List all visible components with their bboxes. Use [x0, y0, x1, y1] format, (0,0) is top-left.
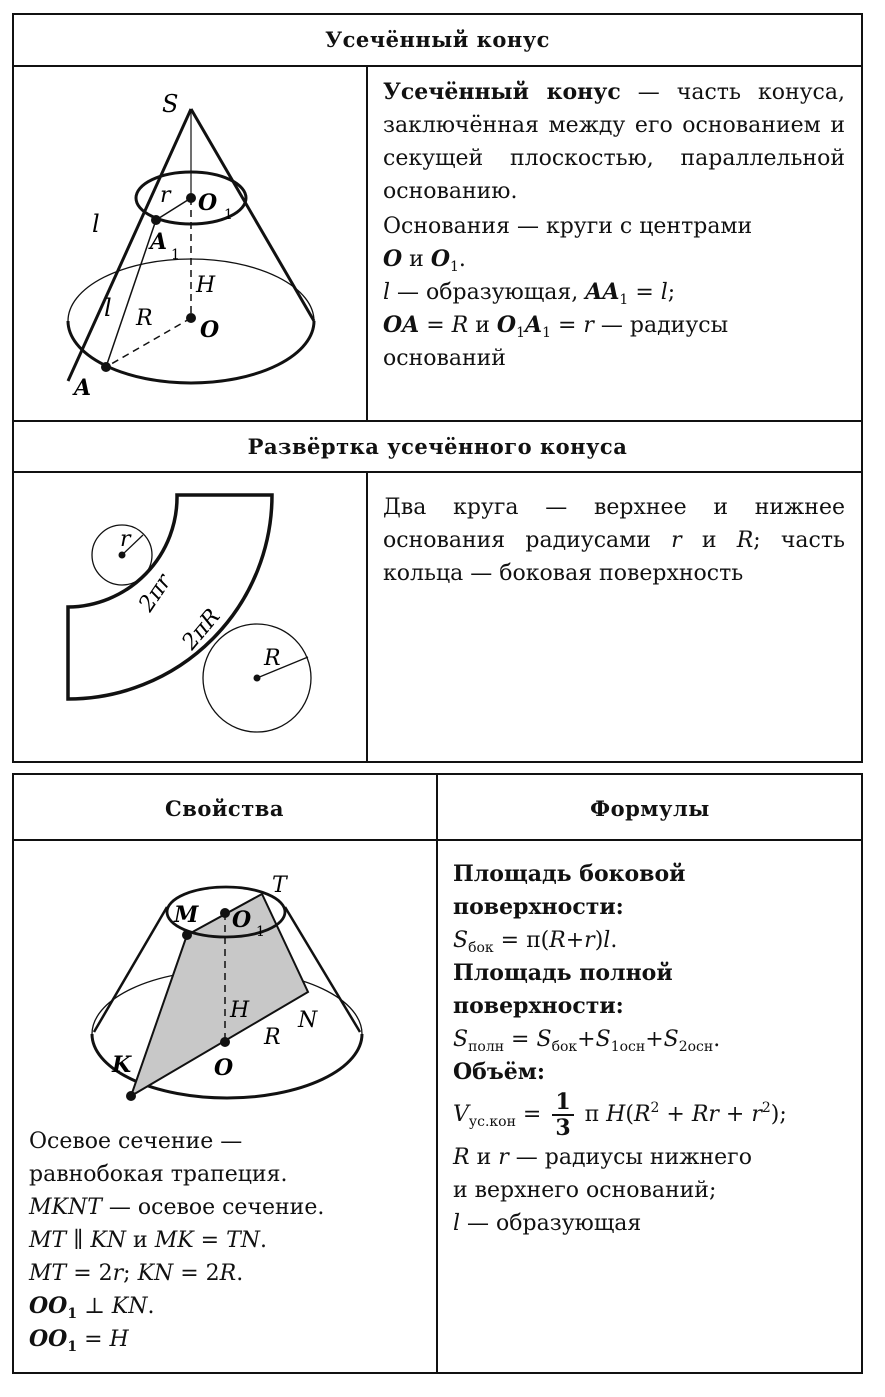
- svg-text:R: R: [264, 1025, 281, 1050]
- label-o1: O: [198, 190, 218, 216]
- svg-text:1: 1: [171, 247, 180, 263]
- svg-text:H: H: [230, 998, 250, 1023]
- term: Усечённый конус: [383, 79, 621, 105]
- development-title: Развёртка усечённого конуса: [247, 434, 628, 459]
- development-text: Два круга — верхнее и нижнее основания радиусами r и R; часть кольца — боковая поверхность: [383, 495, 845, 586]
- label-s: S: [162, 90, 179, 118]
- one-third-fraction: $\frac{1}{3}$: [552, 1090, 573, 1140]
- bottom-base-front: [68, 321, 314, 383]
- label-h: H: [196, 273, 216, 298]
- label-l-inner: l: [104, 294, 112, 322]
- lateral-surface: [68, 495, 272, 699]
- label-r-small: r: [160, 183, 171, 208]
- bases-line: Основания — круги с центрами O и $O_1$. l — образующая, $AA_1 = l$; OA = R и $O_1A_1 = r$ — радиусы оснований: [383, 214, 753, 371]
- formulas-text: Площадь боковой поверхности: $S_{бок} = \pi(R+r)l$. Площадь полной поверхности: $S_{полн} = S_{бок}+S_{1осн}+S_{2осн}$. Объём: $V_{ус.кон}$ = $\frac{1}{3}$ π $H(R^2 + Rr + r^2)$; R и r — радиусы нижнего и верхнего оснований; l — образующая: [453, 861, 787, 1236]
- svg-text:1: 1: [224, 207, 233, 223]
- svg-text:N: N: [298, 1008, 318, 1033]
- label-o: O: [200, 317, 220, 343]
- label-r-big: R: [136, 306, 153, 331]
- svg-text:K: K: [112, 1052, 132, 1078]
- divider: [366, 65, 368, 421]
- svg-text:1: 1: [256, 924, 265, 940]
- divider: [436, 773, 438, 1374]
- svg-text:M: M: [174, 902, 199, 928]
- label-l-outer: l: [92, 210, 100, 238]
- arc-label-small: 2πr: [134, 570, 177, 617]
- properties-text: Осевое сечение — равнобокая трапеция. MKNT — осевое сечение. MT ∥ KN и MK = TN. MT = 2r; KN = 2R. $OO_1$ ⊥ KN. $OO_1 = H$: [29, 1129, 325, 1355]
- svg-text:T: T: [272, 873, 287, 898]
- development-figure: [14, 473, 364, 761]
- svg-text:r: r: [120, 527, 131, 552]
- header-formulas: Формулы: [590, 796, 710, 821]
- divider: [12, 420, 863, 422]
- svg-text:R: R: [264, 646, 281, 671]
- label-a1: A: [150, 229, 168, 255]
- label-a: A: [74, 375, 92, 401]
- definition-text: Усечённый конус — часть конуса, заключённая между его основанием и секущей плоскостью, параллельной основанию.: [383, 79, 845, 204]
- axial-section-figure: [14, 842, 434, 1122]
- header-properties: Свойства: [165, 796, 284, 821]
- frustum-figure: [14, 67, 364, 419]
- cone-generator-left: [68, 109, 191, 381]
- svg-text:O: O: [214, 1055, 234, 1081]
- svg-text:O: O: [232, 907, 252, 933]
- arc-label-big: 2πR: [177, 604, 226, 655]
- divider: [366, 471, 368, 763]
- table-title: Усечённый конус: [325, 27, 550, 52]
